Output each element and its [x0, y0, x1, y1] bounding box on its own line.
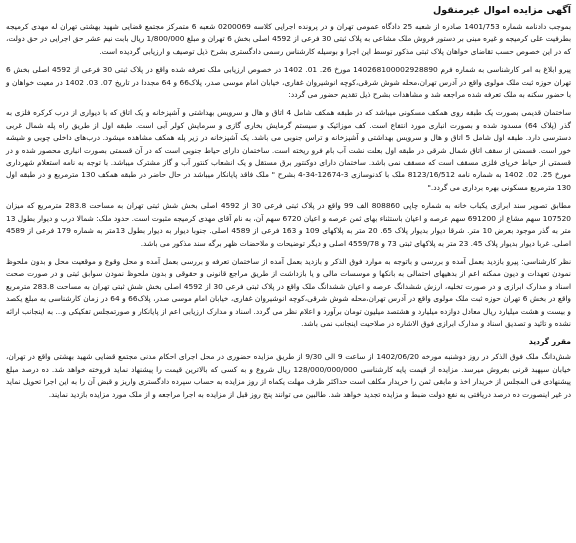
paragraph-building-description: ساختمان قدیمی بصورت یک طبقه روی همکف مسکونی میباشد که در طبقه همکف شامل 4 اتاق و هال و سرویس بهداشتی و آشپزخانه و یک اتاق که با دیواری از درب کرکره فلزی به گذر (پلاک 64) مسدود شده و بصورت انباری مورد انتفاع است. کف موزائیک و سیستم گرمایش بخاری گازی و سرمایش کولر آبی است. طبقه اول از طریق راه پله شمال غربی دسترسی دارد. طبقه اول شامل 5 اتاق و هال و سرویس بهداشتی و آشپزخانه و تراس جنوبی می باشد. یک آشپزخانه در زیر پله همکف مشاهده میشود. درب‌های داخلی چوبی و شیشه خور است. قسمتی از سقف اتاق شمال شرقی در طبقه اول بعلت نشت آب بام فرو ریخته است. ساختمان دارای حیاط جنوبی است که در آن قسمتی بصورت انباری محصور شده و در قسمتی از حیاط خرپای فلزی مسقف است که مسقف نمی باشد. ساختمان دارای دوکنتور برق مستقل و یک انشعاب کنتور آب و گاز مشترک میباشد. با توجه به نامه استعلام شهرداری مورخ 25. 02. 1402 به شماره نامه 8123/16/512 ملک با کدنوسازی 3-12674-34-4 بشرح " ملک فاقد پایانکار میباشد در حال حاضر در طبقه همکف 130 مترمربع و در طبقه اول 130 مترمربع مسکونی بهره برداری می گردد." — [6, 108, 572, 192]
decision-subheading: مقرر گردید — [528, 337, 571, 347]
paragraph-deed-details: مطابق تصویر سند ابرازی یکباب خانه به شماره چاپی 808860 الف 99 واقع در پلاک ثبتی فرعی 30 از 4592 اصلی بخش شش ثبتی تهران به مساحت 283.8 مترمربع که میزان 107520 سهم مشاع از 691200 سهم عرصه و اعیان باستثناء بهای ثمن عرصه و اعیان 6720 سهم آن، به نام آقای مهدی کرمیجه مثبوت است. حدود ملک: شمالا درب و دیوار بطول 13 متر به گذر موجود بعرض 10 متر. شرقا دیوار بدیوار پلاک 65. 20 متر به پلاکهای 109 و 163 فرعی از 4589 اصلی. جنوبا دیوار به دیوار بطول 13متر به شماره 179 فرعی از 4589 اصلی. غربا دیوار بدیوار پلاک 45. 23 متر به پلاکهای ثبتی 73 و 4559/78 اصلی و دیگر توضیحات و ملاحضات ظهر برگه سند مذکور می باشد. — [6, 201, 572, 248]
paragraph-expert-opinion: نظر کارشناسی: پیرو بازدید بعمل آمده و بررسی و باتوجه به موارد فوق الذکر و بازدید بعمل آمده از ساختمان تعرفه و بررسی بعمل آمده و محل وقوع و موقعیت محل و بدون ملحوظ نمودن تعهدات و دیون ممکنه اعم از بدهیهای احتمالی به بانکها و موسسات مالی و یا بازداشت از طریق مراجع قانونی و حقوقی و بدون ملحوظ نمودن سوابق ثبتی و در صورت صحت اسناد و مدارک ابرازی و در صورت تخلیه، ارزش ششدانگ عرصه و اعیان ششدانگ ملک واقع در پلاک ثبتی فرعی 30 از 4592 اصلی بخش شش ثبتی تهران به مساحت 283.8 مترمربع واقع در بخش 6 تهران حوزه ثبت ملک مولوی واقع در آدرس تهران،محله شوش شرقی،کوچه انوشیروان غفاری، خیابان امام موسی صدر، پلاک66 و 64 در زمان کارشناسی به مبلغ یکصد و بیست و هشت میلیارد ریال معادل دوازده میلیارد و هشتصد میلیون تومان برآورد و اعلام نظر می گردد. اسناد و مدارک ارزیابی اعم از پایانکار و صورتمجلس تفکیکی و... به اینجانب ارائه نشده و تائید و تصدیق اسناد و مدارک ابرازی فوق الاشاره در صلاحیت اینجانب نمی باشد. — [6, 256, 571, 328]
paragraph-court-order: بموجب دادنامه شماره 1401/753 صادره از شعبه 25 دادگاه عمومی تهران و در پرونده اجرایی کلاسه 0200069 شعبه 6 متمرکز مجتمع قضایی شهید بهشتی تهران له مهدی کرمیجه بطرفیت علی کرمیجه و غیره مبنی بر دستور فروش ملک مشاعی به پلاک ثبتی 30 فرعی از 4592 اصلی بخش 6 تهران و مبلغ 1/800/000 ریال بابت نیم عشر حق اجرایی در حق دولت، که در این خصوص حسب تقاضای خواهان پلاک ثبتی مذکور توسط این اجرا و بوسیله کارشناس رسمی دادگستری بشرح ذیل توصیف و ارزیابی گردیده است. — [6, 22, 572, 56]
notice-title: آگهی مزایده اموال غیرمنقول — [433, 5, 571, 16]
paragraph-auction-terms: شش‌دانگ ملک فوق الذکر در روز دوشنبه مورخه 1402/06/20 از ساعت 9 الی 9/30 از طریق مزایده حضوری در محل اجرای احکام مدنی مجتمع قضایی شهید بهشتی واقع در تهران، خیابان سپهبد قرنی بفروش میرسد. مزایده از قیمت پایه کارشناسی 128/000/000/000 ریال شروع و به کسی که بالاترین قیمت را پیشنهاد نماید فروخته خواهد شد. ده درصد مبلغ پیشنهادی فی المجلس از خریدار اخذ و مابقی ثمن را خریدار مکلف است حداکثر ظرف مهلت یکماه از روز مزایده به حساب سپرده دادگستری واریز و قبض آن را به این اجرا تحویل نماید در غیر اینصورت ده درصد دریافتی به نفع دولت ضبط و مزایده تجدید خواهد شد. طالبین می توانند پنج روز قبل از مزایده به اجرا مراجعه و از ملک مورد مزایده بازدید نمایند. — [6, 352, 571, 399]
paragraph-expert-visit: پیرو ابلاغ به امر کارشناسی به شماره فرم 140268100002928890 مورخ 26. 01. 1402 در خصوص ارزیابی ملک تعرفه شده واقع در پلاک ثبتی 30 فرعی از 4592 اصلی بخش 6 تهران حوزه ثبت ملک مولوی واقع در آدرس تهران،محله شوش شرقی،کوچه انوشیروان غفاری، خیابان امام موسی صدر، پلاک66 و 64 مجددا در تاریخ 07. 03. 1402 در معیت خواهان و با حضور سکنه به ملک تعرفه شده مراجعه شد و مشاهدات بشرح ذیل تقدیم حضور می گردد: — [6, 65, 571, 100]
